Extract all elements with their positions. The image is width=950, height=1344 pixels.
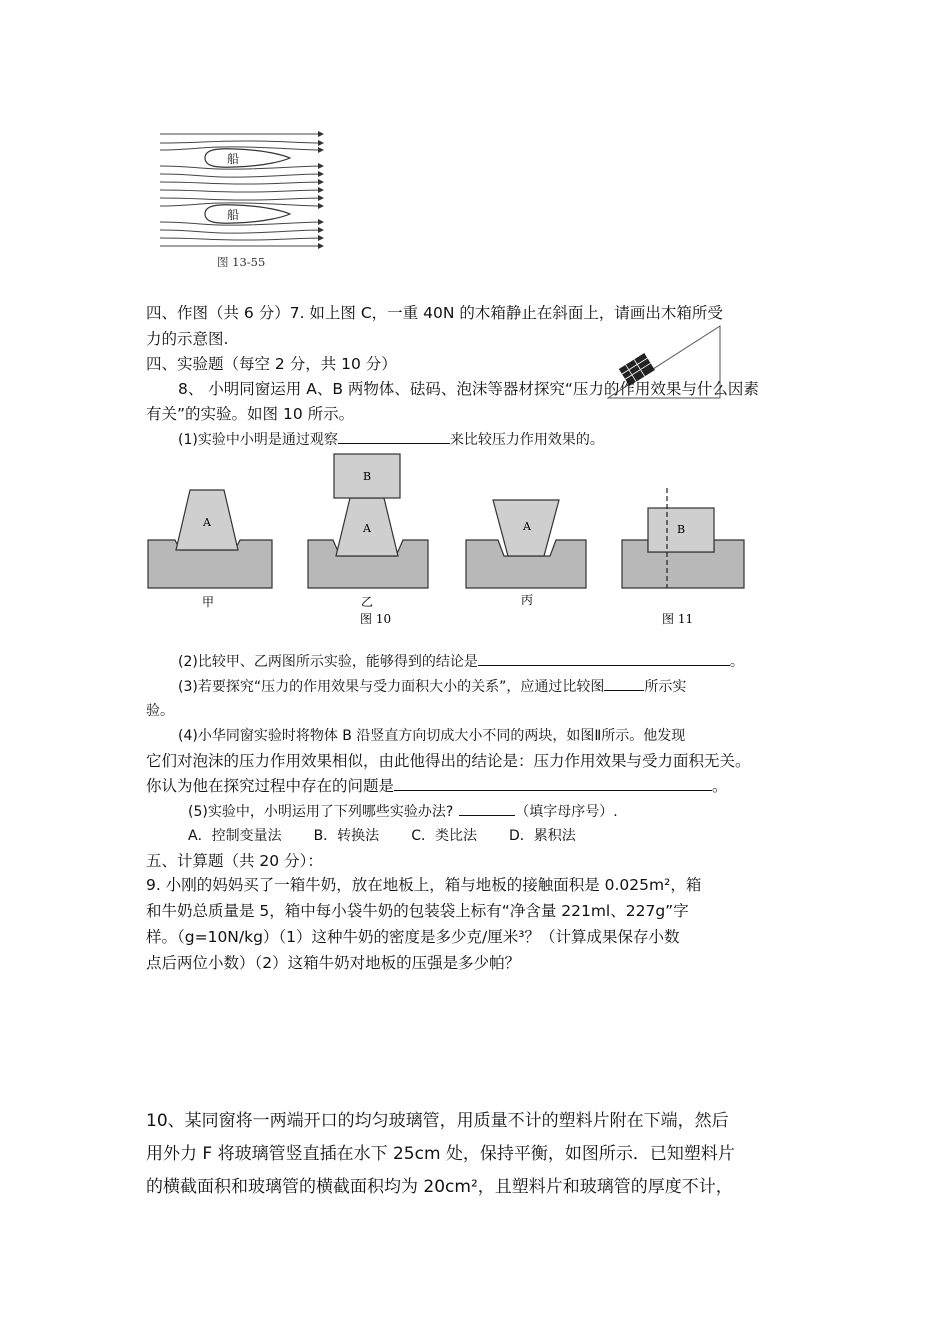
q7-line-2: 力的示意图. (146, 330, 229, 348)
q8-part-5-text-a: (5)实验中，小明运用了下列哪些实验办法? (188, 804, 454, 820)
block-b-label-yi: B (363, 470, 372, 483)
caption-figure-10: 图 10 (360, 612, 392, 626)
block-a-label-jia: A (203, 516, 211, 529)
option-b: B．转换法 (313, 828, 380, 844)
diagram-jia (148, 490, 272, 609)
q7-line-1: 四、作图（共 6 分）7. 如上图 C，一重 40N 的木箱静止在斜面上，请画出木箱所受 (146, 304, 723, 322)
q8-part-4-line-1: (4)小华同窗实验时将物体 B 沿竖直方向切成大小不同的两块，如图Ⅱ所示。他发现 (178, 728, 686, 744)
q10-line-2: 用外力 F 将玻璃管竖直插在水下 25cm 处，保持平衡，如图所示．已知塑料片 (146, 1144, 735, 1164)
q8-options (188, 825, 576, 847)
figure-13-55-caption: 图 13-55 (217, 255, 266, 269)
option-d: D．累积法 (508, 828, 576, 844)
label-yi: 乙 (361, 595, 374, 609)
q8-part-4-text-a: 你认为他在探究过程中存在的问题是 (146, 777, 395, 795)
q8-part-4-line-3 (146, 775, 728, 797)
block-b-label-fig11: B (677, 523, 686, 536)
answer-blank-5[interactable] (459, 800, 515, 816)
q8-part-5 (188, 800, 618, 823)
q8-part-3 (178, 675, 686, 698)
answer-blank-4[interactable] (394, 775, 712, 791)
q9-line-2: 和牛奶总质量是 5，箱中每小袋牛奶的包装袋上标有“净含量 221ml、227g”字 (146, 902, 689, 920)
q8-intro-1: 8、 小明同窗运用 A、B 两物体、砝码、泡沫等器材探究“压力的作用效果与什么因素 (178, 380, 759, 398)
q8-part-2 (178, 650, 744, 673)
q8-part-3-text-b: 所示实 (644, 679, 687, 695)
boat-1-label: 船 (227, 152, 240, 166)
answer-blank-2[interactable] (478, 650, 730, 666)
answer-blank-3[interactable] (604, 675, 644, 691)
boat-2-label: 船 (227, 208, 240, 222)
q8-part-2-text-b: 。 (729, 654, 744, 670)
q8-part-3-cont: 验。 (146, 703, 174, 719)
block-a-label-yi: A (363, 522, 371, 535)
label-bing: 丙 (521, 593, 534, 607)
q8-part-1-text-b: 来比较压力作用效果的。 (449, 432, 604, 448)
diagram-fig-11 (622, 488, 744, 626)
diagram-bing (466, 500, 586, 607)
label-jia: 甲 (202, 595, 215, 609)
option-a: A．控制变量法 (188, 828, 282, 844)
calc-section-heading: 五、计算题（共 20 分）： (146, 852, 323, 870)
figure-10-11 (140, 448, 760, 633)
answer-blank-1[interactable] (338, 428, 450, 444)
caption-figure-11: 图 11 (662, 612, 694, 626)
q8-part-4-text-b: 。 (712, 777, 728, 795)
q10-line-3: 的横截面积和玻璃管的横截面积均为 20cm²，且塑料片和玻璃管的厚度不计， (146, 1177, 733, 1197)
q8-part-5-text-b: （填字母序号）. (515, 804, 618, 820)
q8-part-2-text-a: (2)比较甲、乙两图所示实验，能够得到的结论是 (178, 654, 478, 670)
q8-part-3-text-a: (3)若要探究“压力的作用效果与受力面积大小的关系”，应通过比较图 (178, 679, 605, 695)
experiment-section-heading: 四、实验题（每空 2 分，共 10 分） (146, 355, 397, 373)
boat-1 (205, 149, 290, 167)
q10-line-1: 10、某同窗将一两端开口的均匀玻璃管，用质量不计的塑料片附在下端，然后 (146, 1111, 729, 1131)
block-a-label-bing: A (523, 520, 531, 533)
q9-line-1: 9. 小刚的妈妈买了一箱牛奶，放在地板上，箱与地板的接触面积是 0.025m²，箱 (146, 876, 702, 894)
diagram-yi (308, 454, 428, 609)
q8-part-4-line-2: 它们对泡沫的压力作用效果相似，由此他得出的结论是：压力作用效果与受力面积无关。 (146, 752, 751, 770)
q9-line-4: 点后两位小数）（2）这箱牛奶对地板的压强是多少帕？ (146, 954, 521, 972)
boat-2 (205, 205, 290, 223)
q8-intro-2: 有关”的实验。如图 10 所示。 (146, 405, 355, 423)
q8-part-1-text-a: (1)实验中小明是通过观察 (178, 432, 338, 448)
q9-line-3: 样。（g=10N/kg）（1）这种牛奶的密度是多少克/厘米³？（计算成果保存小数 (146, 928, 680, 946)
figure-13-55 (155, 126, 330, 276)
option-c: C．类比法 (411, 828, 477, 844)
